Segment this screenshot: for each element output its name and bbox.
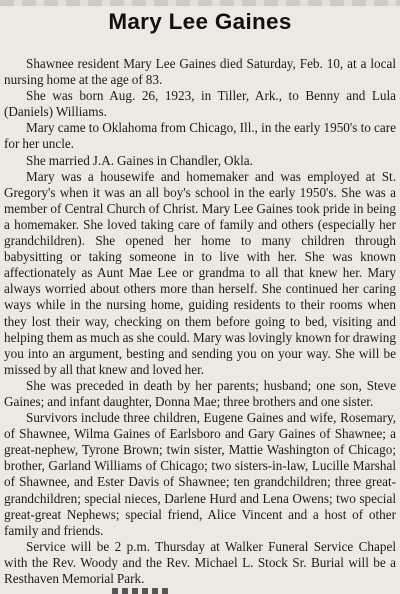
cropped-rule-top — [0, 0, 400, 6]
obituary-body — [4, 56, 396, 587]
paragraph-residence-death: Shawnee resident Mary Lee Gaines died Saturday, Feb. 10, at a local nursing home at the age of 83. — [4, 56, 396, 88]
paragraph-service: Service will be 2 p.m. Thursday at Walker Funeral Service Chapel with the Rev. Woody and the Rev. Michael L. Stock Sr. Burial will be a Resthaven Memorial Park. — [4, 538, 396, 586]
paragraph-preceded: She was preceded in death by her parents; husband; one son, Steve Gaines; and infant daughter, Donna Mae; three brothers and one sister. — [4, 377, 396, 409]
obituary-headline: Mary Lee Gaines — [108, 9, 292, 34]
cropped-rule-bottom — [112, 588, 172, 594]
paragraph-life: Mary was a housewife and homemaker and was employed at St. Gregory's when it was an all boy's school in the early 1950's. She was a member of Central Church of Christ. Mary Lee Gaines took pride in being a homemaker. She loved taking care of family and others (especially her grandchildren). She opened her home to many children through babysitting or taking someone in to live with her. She was known affectionately as Aunt Mae Lee or grandma to all that knew her. Mary always worried about others more than herself. She continued her caring ways while in the nursing home, guiding residents to their rooms when they lost their way, checking on them before going to bed, visiting and helping them as much as she could. Mary was lovingly known for drawing you into an argument, besting and sending you on your way. She will be missed by all that knew and loved her. — [4, 168, 396, 377]
paragraph-marriage: She married J.A. Gaines in Chandler, Okla. — [26, 152, 253, 168]
paragraph-move: Mary came to Oklahoma from Chicago, Ill., in the early 1950's to care for her uncle. — [4, 120, 396, 152]
paragraph-birth: She was born Aug. 26, 1923, in Tiller, Ark., to Benny and Lula (Daniels) Williams. — [4, 88, 396, 120]
paragraph-survivors: Survivors include three children, Eugene Gaines and wife, Rosemary, of Shawnee, Wilma Gaines of Earlsboro and Gary Gaines of Shawnee; a great-nephew, Tyrone Brown; twin sister, Mattie Washington of Chicago; brother, Garland Williams of Chicago; two sisters-in-law, Lucille Marshal of Shawnee, and Ester Davis of Shawnee; ten grandchildren; three great-grandchildren; special nieces, Darlene Hurd and Lena Owens; two special great-great Nephews; special friend, Alice Vincent and a host of other family and friends. — [4, 410, 396, 538]
bottom-cropped-edge — [0, 586, 400, 594]
